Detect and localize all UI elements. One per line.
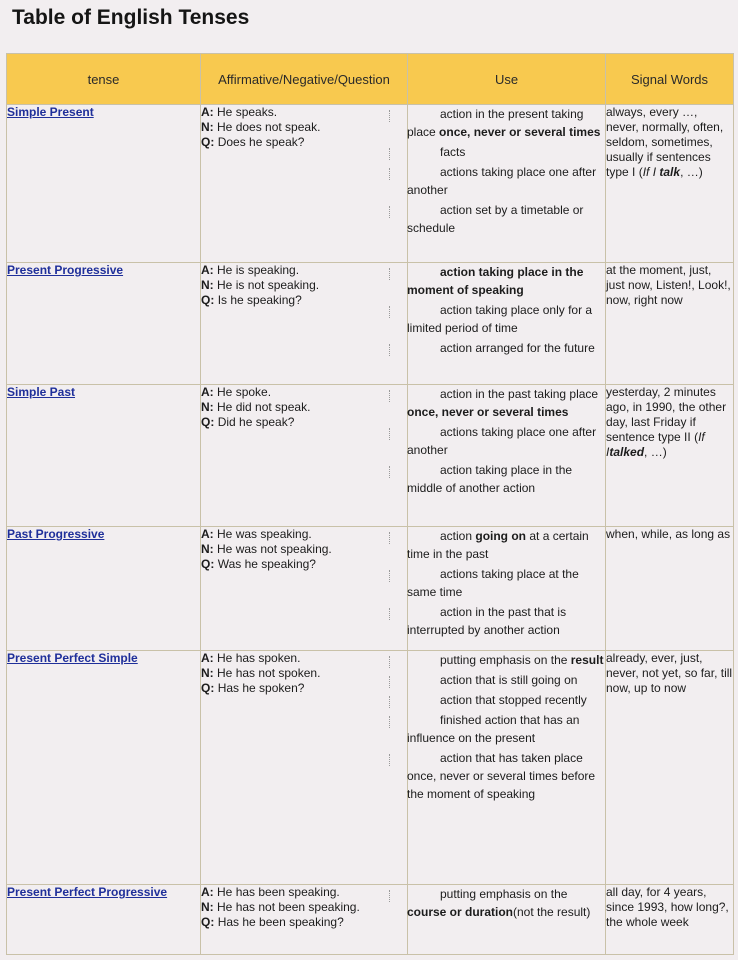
header-row [7,54,734,105]
use-item-text: action [440,529,476,543]
negative-key: N: [201,900,214,914]
tenses-table [6,53,734,955]
header-forms: Affirmative/Negative/Question [201,54,408,105]
use-cell [408,385,606,527]
use-item-text: action arranged for the future [440,341,595,355]
signal-example-verb: talked [609,445,645,459]
use-item-text: action that has taken place once, never or several times before the moment of speaking [407,751,596,801]
question-text: Was he speaking? [217,557,316,571]
use-item-text: actions taking place one after another [407,165,597,197]
use-item [407,423,605,459]
table-row [7,385,734,527]
use-item-text: (not the result) [513,905,591,919]
use-item-text: actions taking place one after another [407,425,597,457]
question-key: Q: [201,915,215,929]
use-item-emphasis: once, never or several times [439,125,601,139]
signal-words-cell [606,263,734,385]
use-item-text: action taking place in the middle of another action [407,463,573,495]
affirmative-key: A: [201,105,214,119]
use-item [407,201,605,237]
affirmative-line [201,651,407,666]
use-item-text: action that stopped recently [440,693,587,707]
use-item [407,461,605,497]
use-item-text: action taking place only for a limited period of time [407,303,593,335]
question-text: Did he speak? [217,415,295,429]
signal-words-cell [606,105,734,263]
use-item-text: action set by a timetable or schedule [407,203,584,235]
tense-link[interactable]: Present Progressive [7,263,124,277]
question-key: Q: [201,293,215,307]
negative-text: He has not spoken. [217,666,321,680]
signal-words-text: yesterday, 2 minutes ago, in 1990, the other day, last Friday if sentence type II [606,385,727,444]
affirmative-text: He was speaking. [217,527,312,541]
tense-cell [7,527,201,651]
use-cell [408,263,606,385]
table-row [7,885,734,955]
use-item-emphasis: going on [475,529,527,543]
tense-link[interactable]: Simple Present [7,105,94,119]
table-row [7,105,734,263]
tense-cell [7,885,201,955]
use-item [407,301,605,337]
use-cell [408,651,606,885]
table-row [7,263,734,385]
signal-words-text: at the moment, just, just now, Listen!, Look!, now, right now [606,263,731,307]
use-item-text: action that is still going on [440,673,578,687]
signal-words-cell [606,527,734,651]
use-item [407,885,605,921]
use-item-text: actions taking place at the same time [407,567,579,599]
tense-link[interactable]: Present Perfect Progressive [7,885,168,899]
signal-words-cell [606,385,734,527]
use-item-text: facts [440,145,466,159]
use-item [407,671,605,689]
signal-paren-close: , …) [680,165,703,179]
question-text: Is he speaking? [217,293,302,307]
forms-cell [201,527,408,651]
use-item-text: putting emphasis on the [440,887,568,901]
signal-words-text: all day, for 4 years, since 1993, how long?, the whole week [606,885,729,929]
affirmative-key: A: [201,263,214,277]
tense-cell [7,385,201,527]
affirmative-text: He has been speaking. [217,885,340,899]
affirmative-text: He is speaking. [217,263,300,277]
negative-key: N: [201,666,214,680]
use-item-emphasis: once, never or several times [407,405,569,419]
use-item-text: at a certain time in the past [407,529,589,561]
signal-example-verb: talk [659,165,681,179]
use-item [407,711,605,747]
question-line [201,681,407,696]
signal-words-text: already, ever, just, never, not yet, so far, till now, up to now [606,651,733,695]
negative-key: N: [201,120,214,134]
negative-text: He does not speak. [217,120,321,134]
negative-line [201,120,407,135]
question-key: Q: [201,557,215,571]
negative-key: N: [201,278,214,292]
use-cell [408,105,606,263]
negative-line [201,400,407,415]
question-key: Q: [201,681,215,695]
signal-example: If I [606,430,705,459]
signal-words-text: when, while, as long as [606,527,731,541]
tense-link[interactable]: Simple Past [7,385,76,399]
signal-paren-open: ( [638,165,643,179]
table-row [7,527,734,651]
use-item-text: action in the present taking place [407,107,584,139]
tense-cell [7,105,201,263]
question-text: Has he been speaking? [217,915,344,929]
forms-cell [201,105,408,263]
affirmative-key: A: [201,651,214,665]
affirmative-key: A: [201,385,214,399]
negative-text: He is not speaking. [217,278,320,292]
negative-key: N: [201,542,214,556]
use-item [407,339,605,357]
use-item [407,527,605,563]
use-item [407,105,605,141]
use-item-emphasis: result [570,653,604,667]
question-key: Q: [201,415,215,429]
forms-cell [201,885,408,955]
tense-cell [7,651,201,885]
use-cell [408,885,606,955]
question-line [201,293,407,308]
use-item [407,603,605,639]
affirmative-line [201,527,407,542]
signal-paren-open: ( [694,430,699,444]
affirmative-line [201,263,407,278]
negative-line [201,278,407,293]
use-item [407,749,605,803]
question-text: Has he spoken? [217,681,305,695]
affirmative-text: He has spoken. [217,651,301,665]
question-text: Does he speak? [217,135,305,149]
table-row [7,651,734,885]
negative-line [201,900,407,915]
negative-text: He has not been speaking. [217,900,360,914]
use-item-text: finished action that has an influence on the present [407,713,580,745]
use-item-text: action in the past that is interrupted by another action [407,605,567,637]
use-item [407,143,605,161]
use-item [407,385,605,421]
negative-line [201,542,407,557]
use-item [407,651,605,669]
affirmative-text: He speaks. [217,105,278,119]
question-line [201,135,407,150]
use-item [407,565,605,601]
forms-cell [201,263,408,385]
negative-line [201,666,407,681]
tense-link[interactable]: Past Progressive [7,527,105,541]
negative-text: He did not speak. [217,400,311,414]
question-line [201,415,407,430]
use-item-emphasis: action taking place in the moment of speaking [407,265,584,297]
tense-cell [7,263,201,385]
use-cell [408,527,606,651]
use-item [407,691,605,709]
question-line [201,915,407,930]
use-item-emphasis: course or duration [407,905,514,919]
header-tense: tense [7,54,201,105]
affirmative-line [201,105,407,120]
affirmative-text: He spoke. [217,385,272,399]
signal-paren-close: , …) [644,445,667,459]
affirmative-line [201,385,407,400]
header-signal-words: Signal Words [606,54,734,105]
page-title: Table of English Tenses [12,6,250,29]
affirmative-key: A: [201,885,214,899]
affirmative-key: A: [201,527,214,541]
signal-words-cell [606,885,734,955]
use-item-text: action in the past taking place [440,387,599,401]
forms-cell [201,651,408,885]
question-key: Q: [201,135,215,149]
negative-text: He was not speaking. [217,542,332,556]
use-item [407,163,605,199]
question-line [201,557,407,572]
use-item [407,263,605,299]
affirmative-line [201,885,407,900]
negative-key: N: [201,400,214,414]
forms-cell [201,385,408,527]
signal-example: If I [642,165,660,179]
use-item-text: putting emphasis on the [440,653,571,667]
header-use: Use [408,54,606,105]
signal-words-text: always, every …, never, normally, often, seldom, sometimes, usually if sentences type I [606,105,724,179]
signal-words-cell [606,651,734,885]
tense-link[interactable]: Present Perfect Simple [7,651,138,665]
